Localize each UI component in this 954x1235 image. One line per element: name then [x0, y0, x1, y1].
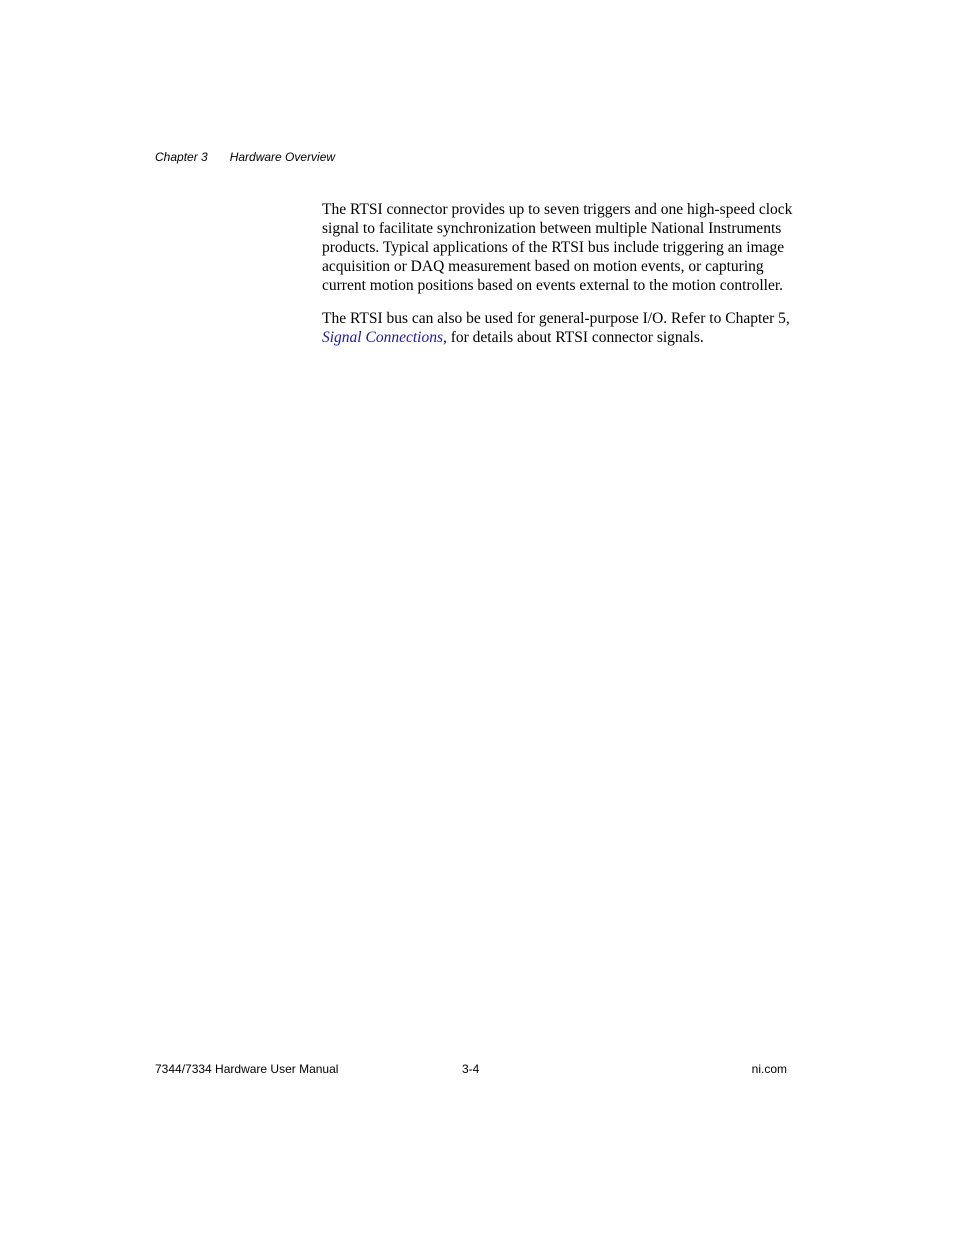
text-line: signal to facilitate synchronization between multiple National Instruments — [322, 220, 782, 237]
chapter-number: Chapter 3 — [155, 150, 208, 164]
text-line: acquisition or DAQ measurement based on motion events, or capturing — [322, 258, 764, 275]
running-header — [155, 150, 335, 164]
text-line: products. Typical applications of the RTSI bus include triggering an image — [322, 239, 785, 256]
chapter-title: Hardware Overview — [229, 150, 336, 164]
text-fragment: , for details about RTSI connector signals. — [442, 329, 704, 346]
manual-title: 7344/7334 Hardware User Manual — [155, 1062, 339, 1076]
paragraph-rtsi-connector — [322, 200, 792, 295]
body-text — [322, 200, 792, 361]
text-line — [322, 328, 792, 347]
paragraph-rtsi-bus-io — [322, 309, 792, 347]
text-line: current motion positions based on events external to the motion controller. — [322, 277, 784, 294]
text-line: The RTSI bus can also be used for general-purpose I/O. Refer to Chapter 5, — [322, 310, 790, 327]
page-number: 3-4 — [462, 1062, 480, 1076]
text-line: The RTSI connector provides up to seven triggers and one high-speed clock — [322, 201, 793, 218]
website: ni.com — [751, 1062, 787, 1076]
signal-connections-link[interactable]: Signal Connections — [322, 329, 443, 346]
